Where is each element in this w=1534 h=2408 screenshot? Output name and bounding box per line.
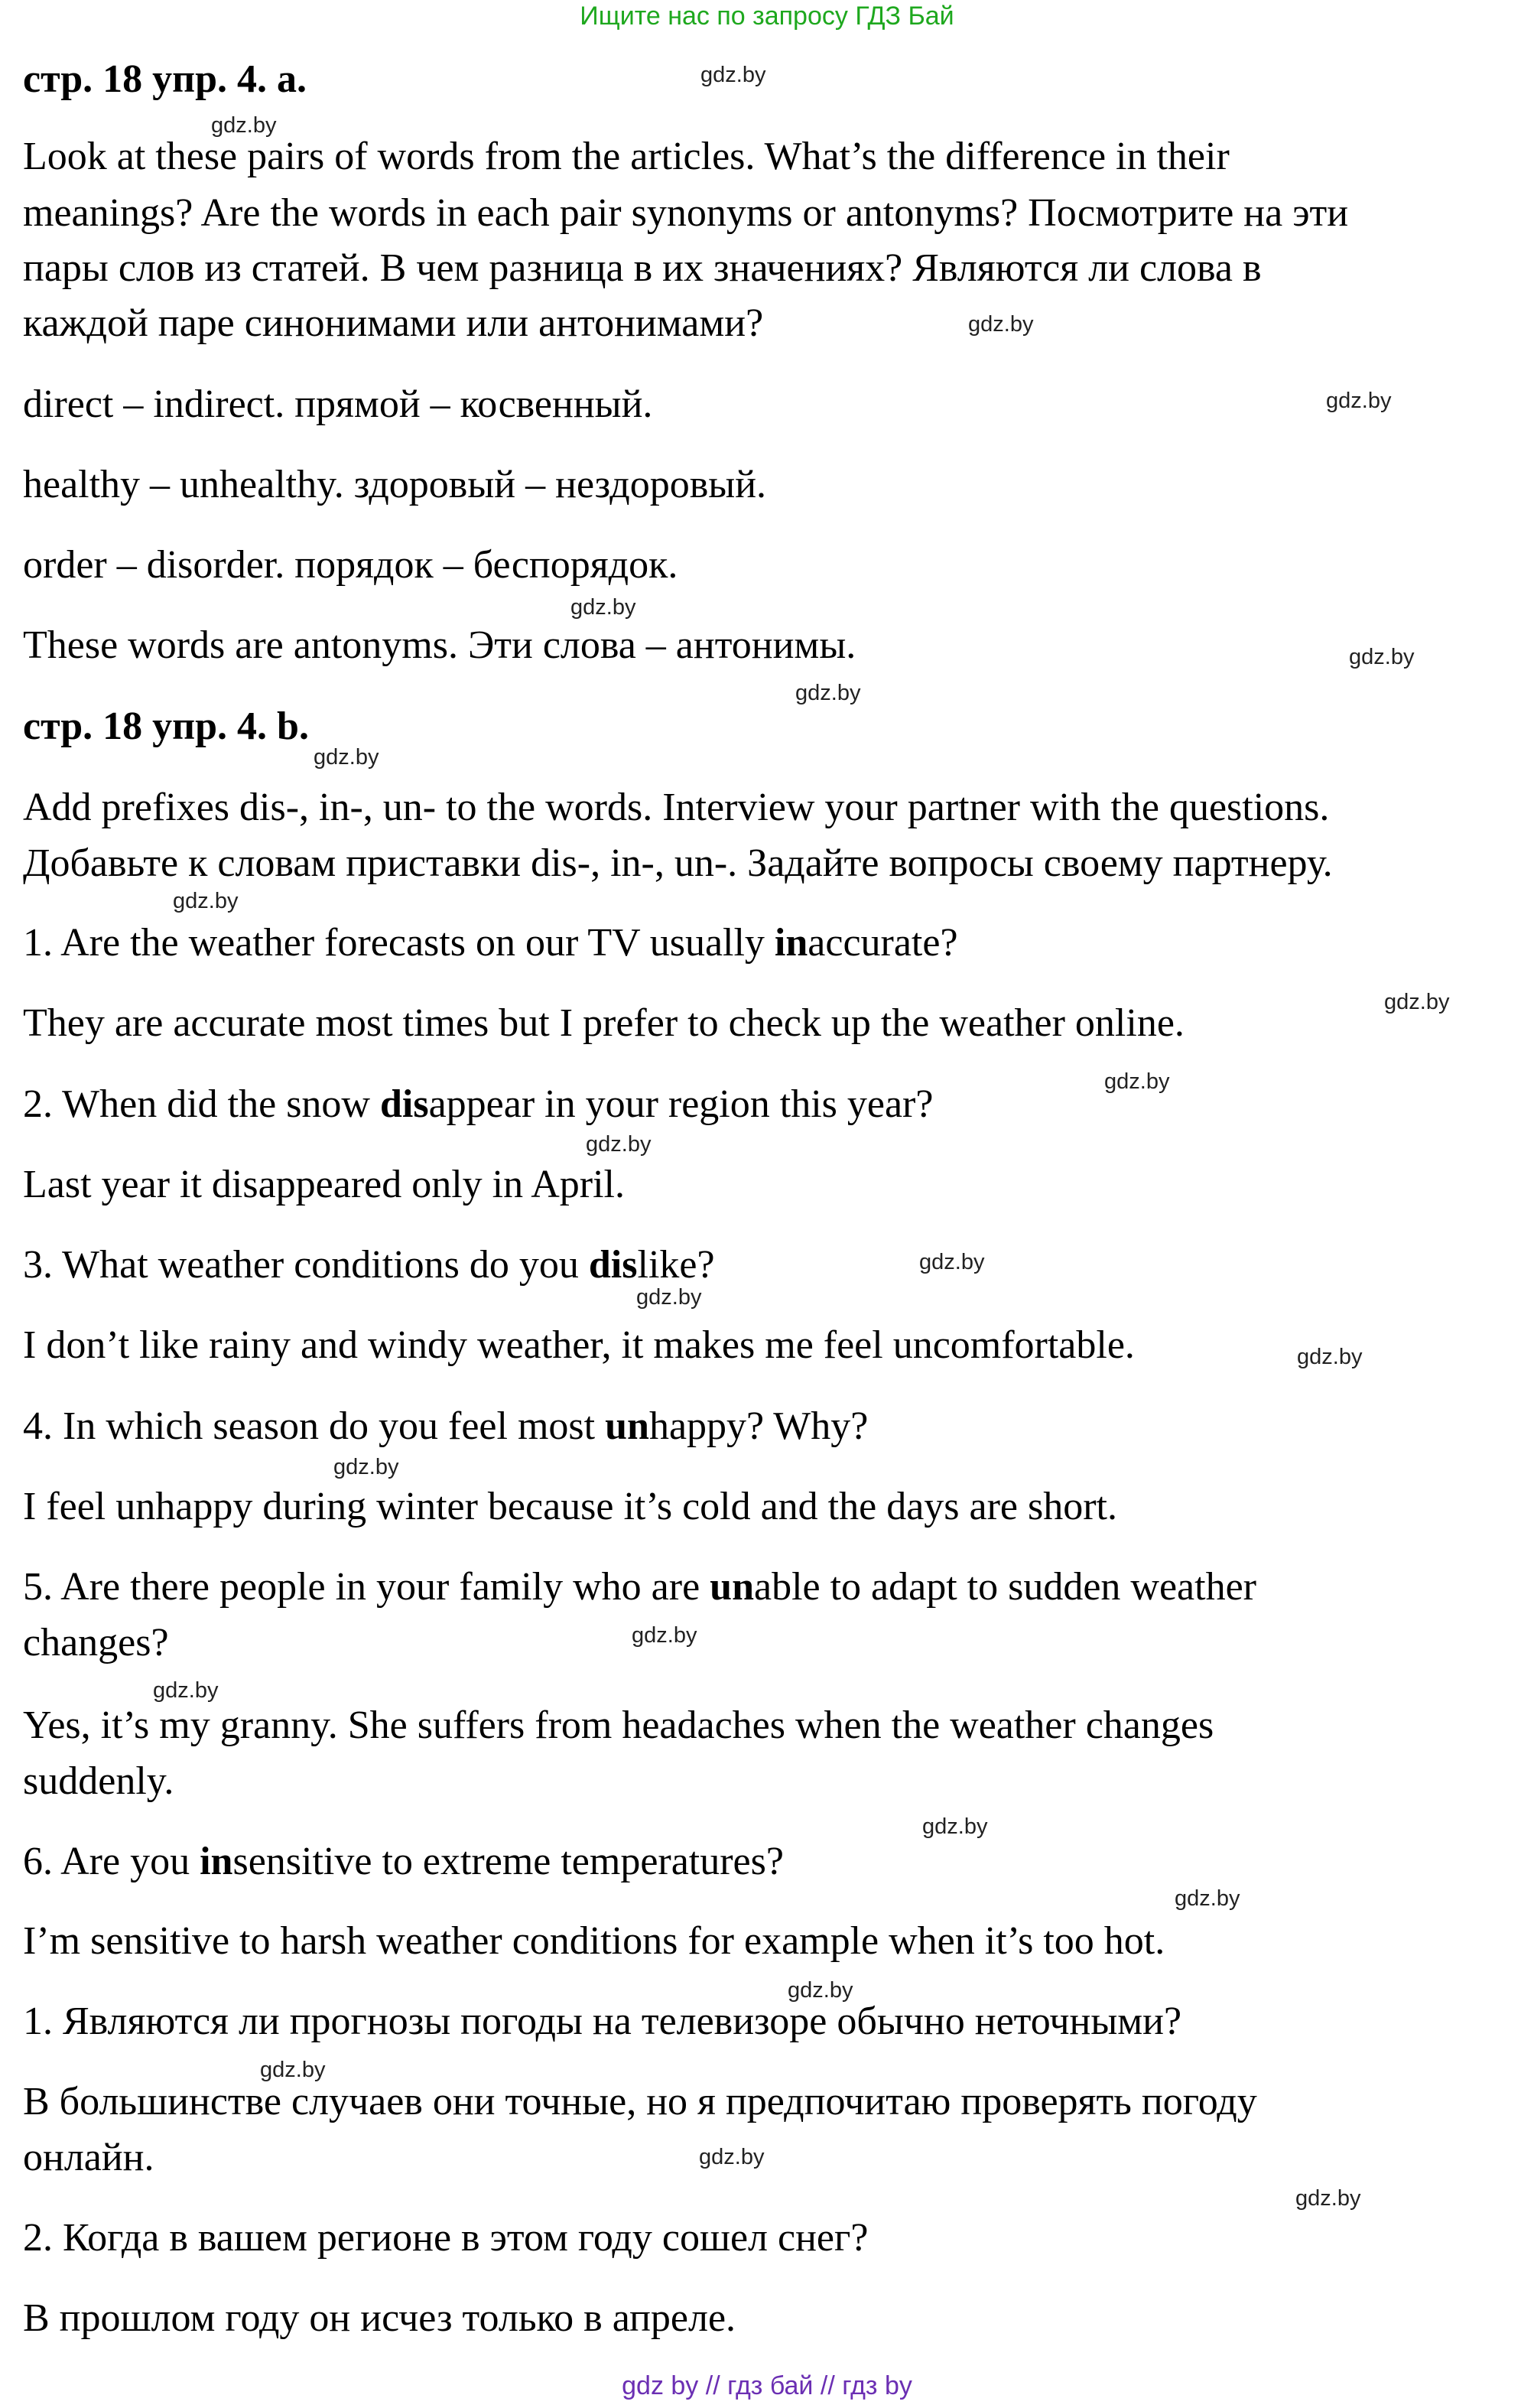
question-1: 1. Are the weather forecasts on our TV usually inaccurate? (23, 921, 958, 965)
answer-4: I feel unhappy during winter because it’s cold and the days are short. (23, 1485, 1117, 1528)
question-6: 6. Are you insensitive to extreme temperatures? (23, 1840, 784, 1883)
word-pair: order – disorder. порядок – беспорядок. (23, 543, 678, 587)
watermark: gdz.by (636, 1285, 702, 1310)
watermark: gdz.by (1349, 645, 1415, 669)
watermark: gdz.by (788, 1978, 853, 2003)
watermark: gdz.by (570, 595, 636, 620)
watermark: gdz.by (173, 889, 239, 913)
word-pair: direct – indirect. прямой – косвенный. (23, 382, 653, 426)
answer-3: I don’t like rainy and windy weather, it makes me feel uncomfortable. (23, 1323, 1135, 1367)
question-5-line2: changes? (23, 1621, 169, 1664)
watermark: gdz.by (1384, 990, 1450, 1014)
watermark: gdz.by (211, 113, 277, 138)
watermark: gdz.by (922, 1814, 988, 1839)
watermark: gdz.by (1295, 2186, 1361, 2211)
answer-5: Yes, it’s my granny. She suffers from headaches when the weather changes (23, 1703, 1214, 1747)
word-pair: healthy – unhealthy. здоровый – нездоровый. (23, 463, 767, 506)
question-3: 3. What weather conditions do you dislike? (23, 1243, 715, 1287)
watermark: gdz.by (586, 1132, 652, 1157)
watermark: gdz.by (260, 2058, 326, 2082)
question-4: 4. In which season do you feel most unhappy? Why? (23, 1404, 869, 1448)
section-a-heading: стр. 18 упр. 4. a. (23, 57, 307, 101)
question-2: 2. When did the snow disappear in your region this year? (23, 1082, 934, 1126)
task-line: Add prefixes dis-, in-, un- to the words. Interview your partner with the questions. (23, 786, 1330, 829)
ru-question-2: 2. Когда в вашем регионе в этом году сошел снег? (23, 2216, 869, 2260)
watermark: gdz.by (700, 63, 766, 87)
watermark: gdz.by (632, 1623, 697, 1648)
answer-2: Last year it disappeared only in April. (23, 1163, 626, 1206)
watermark: gdz.by (314, 745, 379, 770)
task-line: meanings? Are the words in each pair synonyms or antonyms? Посмотрите на эти (23, 191, 1349, 235)
watermark: gdz.by (919, 1250, 985, 1274)
watermark: gdz.by (333, 1455, 399, 1479)
task-line: каждой паре синонимами или антонимами? (23, 301, 764, 345)
task-line: пары слов из статей. В чем разница в их значениях? Являются ли слова в (23, 246, 1262, 290)
watermark: gdz.by (153, 1678, 219, 1703)
ru-answer-1-line2: онлайн. (23, 2136, 154, 2179)
watermark: gdz.by (1175, 1886, 1240, 1911)
ru-answer-2: В прошлом году он исчез только в апреле. (23, 2296, 736, 2340)
watermark: gdz.by (1104, 1069, 1170, 1094)
task-line: Добавьте к словам приставки dis-, in-, un-. Задайте вопросы своему партнеру. (23, 841, 1333, 885)
site-footer-links[interactable]: gdz by // гдз бай // гдз by (622, 2371, 912, 2400)
watermark: gdz.by (968, 312, 1034, 337)
answer-6: I’m sensitive to harsh weather conditions for example when it’s too hot. (23, 1919, 1165, 1963)
section-b-heading: стр. 18 упр. 4. b. (23, 705, 309, 748)
site-banner[interactable]: Ищите нас по запросу ГДЗ Бай (580, 2, 954, 31)
conclusion: These words are antonyms. Эти слова – антонимы. (23, 623, 856, 667)
question-5: 5. Are there people in your family who are unable to adapt to sudden weather (23, 1565, 1256, 1609)
watermark: gdz.by (699, 2145, 765, 2169)
answer-5-line2: suddenly. (23, 1759, 174, 1803)
task-line: Look at these pairs of words from the articles. What’s the difference in their (23, 135, 1230, 178)
watermark: gdz.by (1326, 389, 1392, 413)
ru-question-1: 1. Являются ли прогнозы погоды на телевизоре обычно неточными? (23, 2000, 1182, 2043)
watermark: gdz.by (1297, 1345, 1363, 1369)
answer-1: They are accurate most times but I prefer to check up the weather online. (23, 1001, 1185, 1045)
ru-answer-1: В большинстве случаев они точные, но я предпочитаю проверять погоду (23, 2080, 1257, 2123)
watermark: gdz.by (795, 681, 861, 705)
